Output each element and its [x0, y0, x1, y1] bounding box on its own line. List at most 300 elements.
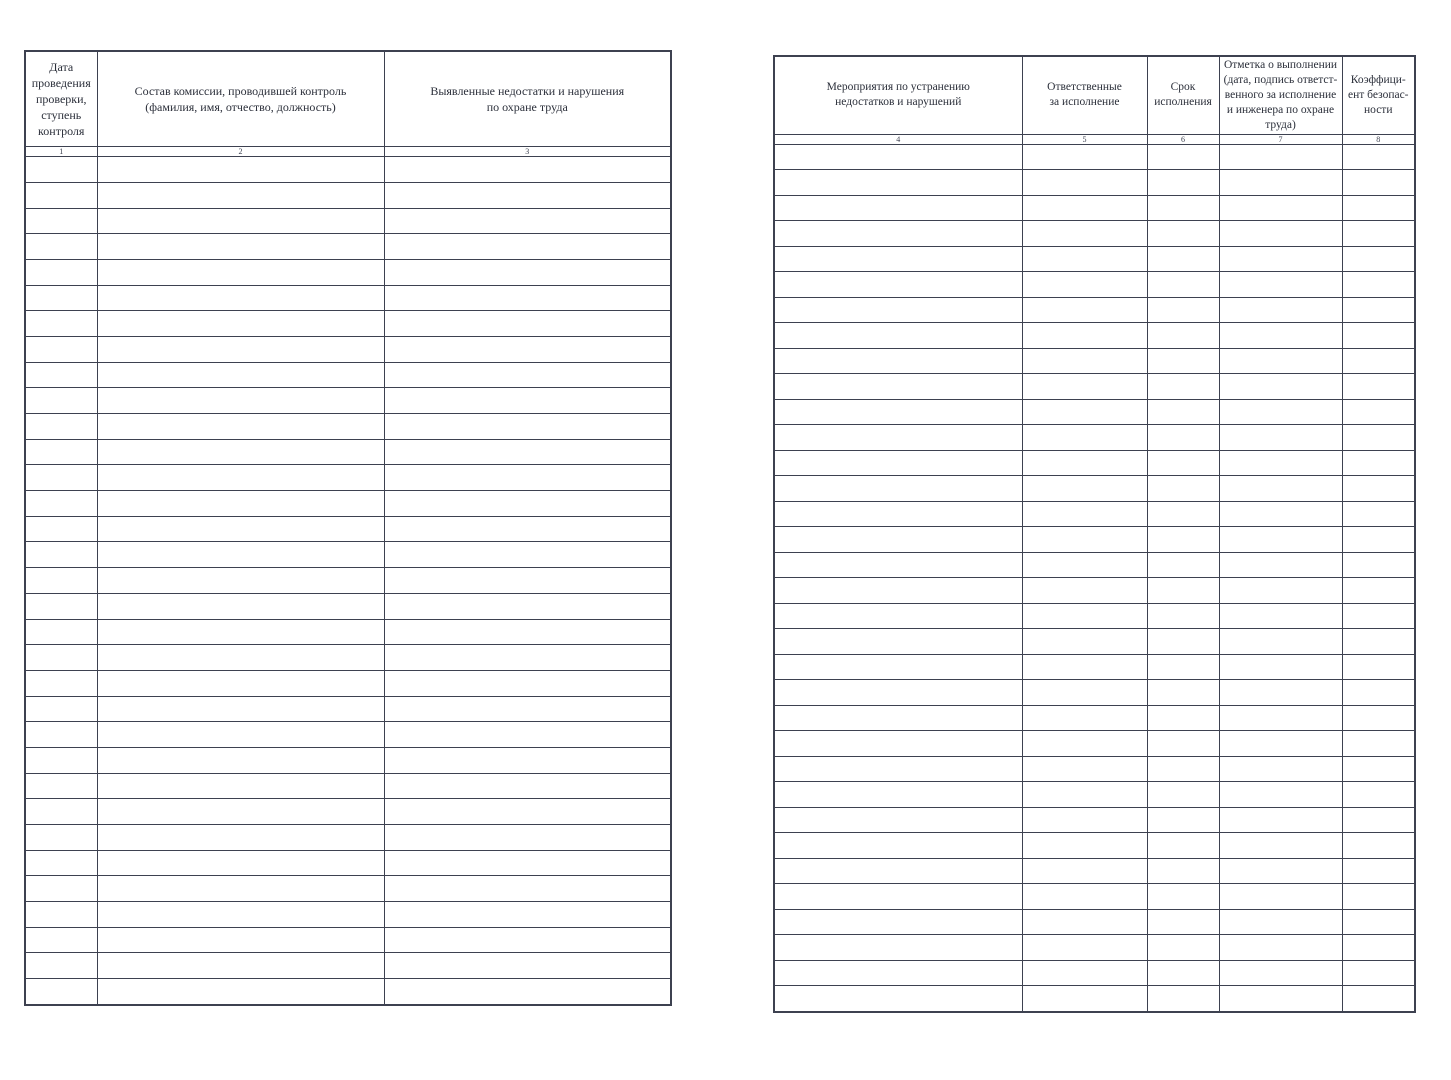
table-row — [25, 593, 671, 619]
table-row — [774, 731, 1415, 757]
table-cell — [384, 157, 671, 183]
table-cell — [97, 439, 384, 465]
table-cell — [97, 953, 384, 979]
table-cell — [774, 756, 1022, 782]
table-cell — [1147, 195, 1219, 221]
table-row — [774, 476, 1415, 502]
table-cell — [1022, 552, 1147, 578]
table-cell — [25, 773, 97, 799]
table-cell — [384, 902, 671, 928]
table-row — [25, 542, 671, 568]
column-number: 1 — [25, 146, 97, 156]
table-cell — [774, 195, 1022, 221]
table-cell — [97, 388, 384, 414]
table-cell — [25, 388, 97, 414]
table-cell — [774, 960, 1022, 986]
table-cell — [1022, 884, 1147, 910]
table-row — [25, 234, 671, 260]
table-cell — [25, 825, 97, 851]
table-cell — [1022, 195, 1147, 221]
table-cell — [774, 986, 1022, 1012]
table-row — [25, 182, 671, 208]
table-cell — [1147, 935, 1219, 961]
table-cell — [1342, 144, 1415, 170]
table-cell — [1219, 909, 1342, 935]
table-cell — [1022, 756, 1147, 782]
table-cell — [774, 629, 1022, 655]
table-row — [774, 654, 1415, 680]
table-row — [25, 696, 671, 722]
table-cell — [774, 297, 1022, 323]
table-row — [774, 578, 1415, 604]
table-cell — [1022, 297, 1147, 323]
table-cell — [1219, 603, 1342, 629]
table-cell — [97, 593, 384, 619]
table-cell — [1342, 527, 1415, 553]
table-cell — [1342, 833, 1415, 859]
table-cell — [97, 568, 384, 594]
table-cell — [774, 425, 1022, 451]
table-cell — [1022, 960, 1147, 986]
table-row — [25, 491, 671, 517]
table-cell — [1219, 578, 1342, 604]
table-row — [774, 858, 1415, 884]
table-cell — [1022, 399, 1147, 425]
table-cell — [97, 491, 384, 517]
table-cell — [384, 722, 671, 748]
table-row — [774, 756, 1415, 782]
table-cell — [1342, 399, 1415, 425]
table-row — [774, 272, 1415, 298]
table-row — [25, 876, 671, 902]
table-cell — [97, 311, 384, 337]
table-cell — [1342, 884, 1415, 910]
table-cell — [25, 953, 97, 979]
table-cell — [774, 348, 1022, 374]
table-row — [25, 927, 671, 953]
column-number: 5 — [1022, 134, 1147, 144]
table-row — [774, 425, 1415, 451]
table-cell — [97, 414, 384, 440]
inspection-table-right — [773, 55, 1416, 1013]
table-cell — [384, 182, 671, 208]
table-cell — [1022, 909, 1147, 935]
table-row — [774, 680, 1415, 706]
table-cell — [25, 799, 97, 825]
table-cell — [1342, 374, 1415, 400]
table-cell — [97, 876, 384, 902]
table-cell — [97, 259, 384, 285]
table-cell — [1342, 680, 1415, 706]
table-cell — [1219, 297, 1342, 323]
table-cell — [1342, 603, 1415, 629]
table-row — [25, 336, 671, 362]
table-cell — [384, 414, 671, 440]
table-cell — [25, 182, 97, 208]
table-cell — [97, 825, 384, 851]
header-violations: Выявленные недостатки и нарушения по охране труда — [384, 51, 671, 146]
table-cell — [384, 439, 671, 465]
table-cell — [1342, 960, 1415, 986]
table-cell — [1342, 552, 1415, 578]
table-cell — [1219, 450, 1342, 476]
table-cell — [384, 645, 671, 671]
table-row — [774, 705, 1415, 731]
table-cell — [1147, 986, 1219, 1012]
table-cell — [1022, 170, 1147, 196]
table-cell — [774, 731, 1022, 757]
table-cell — [774, 884, 1022, 910]
table-cell — [1022, 858, 1147, 884]
column-number: 7 — [1219, 134, 1342, 144]
table-cell — [1342, 705, 1415, 731]
table-cell — [1147, 374, 1219, 400]
table-cell — [1022, 501, 1147, 527]
table-cell — [774, 680, 1022, 706]
table-row — [774, 374, 1415, 400]
table-row — [774, 527, 1415, 553]
table-cell — [1147, 782, 1219, 808]
table-cell — [1022, 374, 1147, 400]
table-cell — [774, 374, 1022, 400]
table-cell — [774, 527, 1022, 553]
table-cell — [1342, 272, 1415, 298]
table-cell — [774, 170, 1022, 196]
table-cell — [1022, 782, 1147, 808]
table-cell — [1342, 297, 1415, 323]
table-cell — [25, 747, 97, 773]
table-cell — [1147, 629, 1219, 655]
table-cell — [97, 465, 384, 491]
table-row — [25, 388, 671, 414]
table-cell — [1219, 705, 1342, 731]
table-cell — [1022, 221, 1147, 247]
table-cell — [1342, 782, 1415, 808]
table-cell — [97, 157, 384, 183]
table-cell — [1219, 807, 1342, 833]
inspection-table-left — [24, 50, 672, 1006]
table-cell — [97, 979, 384, 1005]
table-cell — [25, 876, 97, 902]
table-cell — [25, 979, 97, 1005]
table-cell — [1219, 884, 1342, 910]
table-cell — [384, 825, 671, 851]
header-row — [774, 56, 1415, 134]
table-cell — [97, 336, 384, 362]
table-row — [25, 747, 671, 773]
table-cell — [97, 234, 384, 260]
table-cell — [1219, 756, 1342, 782]
table-cell — [25, 850, 97, 876]
table-cell — [25, 516, 97, 542]
column-number: 6 — [1147, 134, 1219, 144]
table-cell — [1147, 399, 1219, 425]
table-cell — [1147, 603, 1219, 629]
table-cell — [97, 722, 384, 748]
table-cell — [25, 362, 97, 388]
table-cell — [1022, 603, 1147, 629]
table-cell — [1147, 833, 1219, 859]
table-cell — [25, 619, 97, 645]
table-row — [774, 144, 1415, 170]
table-cell — [25, 208, 97, 234]
table-cell — [25, 157, 97, 183]
table-cell — [1219, 501, 1342, 527]
table-cell — [25, 568, 97, 594]
table-cell — [1219, 731, 1342, 757]
table-row — [774, 246, 1415, 272]
table-row — [774, 833, 1415, 859]
table-cell — [1219, 425, 1342, 451]
table-cell — [1219, 323, 1342, 349]
table-cell — [1022, 986, 1147, 1012]
table-cell — [774, 935, 1022, 961]
table-cell — [25, 902, 97, 928]
table-cell — [384, 953, 671, 979]
table-cell — [1022, 348, 1147, 374]
table-row — [774, 807, 1415, 833]
table-row — [774, 884, 1415, 910]
table-cell — [1219, 552, 1342, 578]
table-row — [774, 935, 1415, 961]
table-cell — [1342, 909, 1415, 935]
table-cell — [384, 593, 671, 619]
table-body — [25, 157, 671, 1005]
table-cell — [25, 645, 97, 671]
table-cell — [384, 979, 671, 1005]
right-page — [773, 55, 1416, 1010]
table-cell — [1147, 348, 1219, 374]
table-cell — [1219, 858, 1342, 884]
table-cell — [1342, 501, 1415, 527]
table-row — [774, 323, 1415, 349]
table-cell — [1147, 654, 1219, 680]
table-cell — [1022, 680, 1147, 706]
column-number: 4 — [774, 134, 1022, 144]
table-row — [774, 170, 1415, 196]
table-cell — [97, 182, 384, 208]
table-cell — [97, 927, 384, 953]
table-cell — [1219, 935, 1342, 961]
table-row — [774, 399, 1415, 425]
table-cell — [1022, 323, 1147, 349]
table-cell — [1219, 144, 1342, 170]
table-cell — [1342, 450, 1415, 476]
table-cell — [1147, 527, 1219, 553]
table-cell — [1022, 144, 1147, 170]
table-row — [25, 208, 671, 234]
table-cell — [1147, 909, 1219, 935]
table-cell — [25, 593, 97, 619]
table-cell — [1147, 476, 1219, 502]
table-row — [774, 552, 1415, 578]
column-number: 2 — [97, 146, 384, 156]
table-body — [774, 144, 1415, 1012]
table-cell — [1342, 425, 1415, 451]
table-cell — [384, 285, 671, 311]
table-cell — [1147, 552, 1219, 578]
table-row — [774, 603, 1415, 629]
table-cell — [774, 858, 1022, 884]
table-cell — [1022, 450, 1147, 476]
table-cell — [774, 782, 1022, 808]
table-cell — [1219, 272, 1342, 298]
table-cell — [1022, 246, 1147, 272]
table-row — [25, 362, 671, 388]
table-cell — [1219, 986, 1342, 1012]
table-cell — [97, 696, 384, 722]
table-row — [25, 825, 671, 851]
table-cell — [1147, 170, 1219, 196]
table-cell — [384, 208, 671, 234]
table-cell — [384, 516, 671, 542]
table-row — [25, 311, 671, 337]
table-cell — [1022, 578, 1147, 604]
table-cell — [1022, 527, 1147, 553]
table-cell — [25, 542, 97, 568]
table-cell — [97, 208, 384, 234]
table-cell — [97, 670, 384, 696]
table-cell — [384, 311, 671, 337]
table-cell — [97, 850, 384, 876]
table-cell — [1147, 144, 1219, 170]
table-cell — [1219, 399, 1342, 425]
table-cell — [1022, 705, 1147, 731]
table-cell — [1342, 246, 1415, 272]
table-cell — [1022, 654, 1147, 680]
table-cell — [97, 645, 384, 671]
table-cell — [384, 465, 671, 491]
table-cell — [1342, 756, 1415, 782]
table-cell — [774, 654, 1022, 680]
table-cell — [1342, 170, 1415, 196]
table-cell — [97, 747, 384, 773]
header-completion-mark: Отметка о выполнении (дата, подпись ответст- венного за исполнение и инженера по охране труда) — [1219, 56, 1342, 134]
table-row — [774, 297, 1415, 323]
table-cell — [97, 285, 384, 311]
table-cell — [1022, 833, 1147, 859]
table-cell — [1342, 323, 1415, 349]
table-row — [25, 439, 671, 465]
table-cell — [774, 909, 1022, 935]
table-cell — [1219, 246, 1342, 272]
table-cell — [1219, 221, 1342, 247]
table-cell — [1342, 986, 1415, 1012]
table-cell — [1219, 195, 1342, 221]
table-cell — [97, 619, 384, 645]
table-cell — [1147, 221, 1219, 247]
table-row — [25, 645, 671, 671]
table-cell — [1147, 705, 1219, 731]
table-cell — [1147, 884, 1219, 910]
table-row — [25, 285, 671, 311]
table-row — [774, 960, 1415, 986]
table-cell — [1219, 680, 1342, 706]
column-number: 3 — [384, 146, 671, 156]
table-row — [774, 782, 1415, 808]
table-cell — [1022, 807, 1147, 833]
table-cell — [1219, 833, 1342, 859]
table-cell — [384, 696, 671, 722]
table-cell — [774, 450, 1022, 476]
table-cell — [384, 388, 671, 414]
table-cell — [774, 552, 1022, 578]
table-cell — [1147, 731, 1219, 757]
table-cell — [1342, 629, 1415, 655]
table-cell — [25, 259, 97, 285]
header-responsible: Ответственные за исполнение — [1022, 56, 1147, 134]
header-commission: Состав комиссии, проводившей контроль (фамилия, имя, отчество, должность) — [97, 51, 384, 146]
table-cell — [1342, 731, 1415, 757]
left-page — [24, 50, 672, 1006]
table-cell — [384, 927, 671, 953]
table-cell — [384, 362, 671, 388]
table-cell — [1147, 680, 1219, 706]
table-cell — [384, 234, 671, 260]
table-cell — [1342, 348, 1415, 374]
table-cell — [1022, 935, 1147, 961]
table-cell — [1342, 195, 1415, 221]
table-cell — [384, 542, 671, 568]
table-cell — [384, 876, 671, 902]
table-cell — [774, 603, 1022, 629]
table-cell — [774, 399, 1022, 425]
table-cell — [774, 501, 1022, 527]
table-row — [25, 850, 671, 876]
header-deadline: Срок исполнения — [1147, 56, 1219, 134]
table-cell — [1147, 272, 1219, 298]
table-cell — [774, 705, 1022, 731]
table-row — [25, 568, 671, 594]
table-cell — [1147, 960, 1219, 986]
table-cell — [97, 799, 384, 825]
table-cell — [1022, 629, 1147, 655]
table-cell — [1147, 450, 1219, 476]
table-cell — [1342, 807, 1415, 833]
header-safety-coefficient: Коэффици- ент безопас- ности — [1342, 56, 1415, 134]
table-cell — [25, 311, 97, 337]
table-cell — [1219, 476, 1342, 502]
table-cell — [774, 833, 1022, 859]
table-cell — [25, 696, 97, 722]
table-row — [774, 221, 1415, 247]
table-row — [25, 953, 671, 979]
table-cell — [1219, 782, 1342, 808]
table-cell — [1022, 731, 1147, 757]
table-cell — [1147, 578, 1219, 604]
table-cell — [384, 850, 671, 876]
table-row — [25, 722, 671, 748]
table-cell — [25, 234, 97, 260]
table-row — [25, 516, 671, 542]
table-row — [774, 195, 1415, 221]
table-cell — [25, 927, 97, 953]
column-number: 8 — [1342, 134, 1415, 144]
table-cell — [1147, 501, 1219, 527]
table-row — [25, 619, 671, 645]
table-cell — [97, 773, 384, 799]
table-row — [25, 465, 671, 491]
table-cell — [1022, 272, 1147, 298]
table-cell — [25, 414, 97, 440]
table-row — [25, 414, 671, 440]
table-row — [774, 450, 1415, 476]
table-cell — [1219, 960, 1342, 986]
table-cell — [1342, 578, 1415, 604]
table-cell — [97, 902, 384, 928]
table-cell — [1219, 374, 1342, 400]
table-cell — [25, 336, 97, 362]
